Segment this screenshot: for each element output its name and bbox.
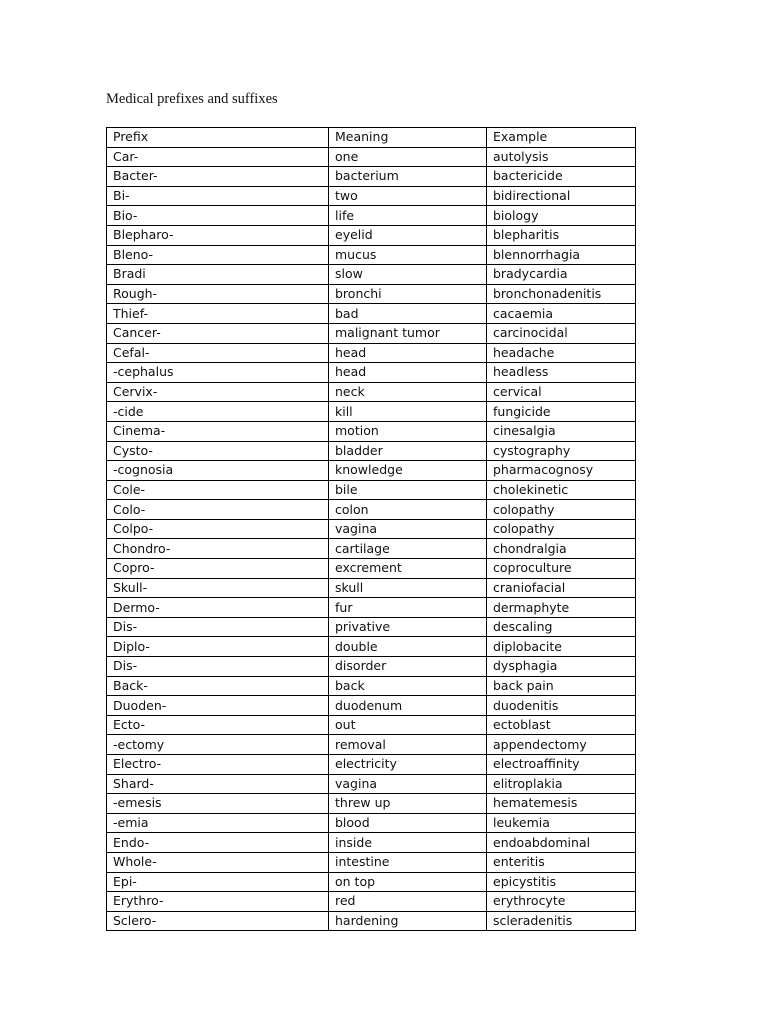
cell-example: cervical bbox=[487, 382, 636, 402]
cell-meaning: fur bbox=[329, 598, 487, 618]
cell-prefix: Erythro- bbox=[107, 892, 329, 912]
cell-example: erythrocyte bbox=[487, 892, 636, 912]
cell-meaning: bad bbox=[329, 304, 487, 324]
cell-meaning: intestine bbox=[329, 852, 487, 872]
table-row bbox=[107, 794, 636, 814]
cell-meaning: hardening bbox=[329, 911, 487, 931]
cell-meaning: excrement bbox=[329, 559, 487, 579]
table-row bbox=[107, 421, 636, 441]
table-row bbox=[107, 323, 636, 343]
cell-example: headless bbox=[487, 363, 636, 383]
cell-prefix: -emia bbox=[107, 813, 329, 833]
cell-prefix: Cysto- bbox=[107, 441, 329, 461]
table-row bbox=[107, 657, 636, 677]
cell-meaning: disorder bbox=[329, 657, 487, 677]
cell-example: dysphagia bbox=[487, 657, 636, 677]
cell-example: ectoblast bbox=[487, 715, 636, 735]
cell-prefix: Whole- bbox=[107, 852, 329, 872]
cell-meaning: bladder bbox=[329, 441, 487, 461]
table-row bbox=[107, 696, 636, 716]
cell-prefix: Skull- bbox=[107, 578, 329, 598]
cell-meaning: threw up bbox=[329, 794, 487, 814]
table-row bbox=[107, 343, 636, 363]
cell-meaning: head bbox=[329, 363, 487, 383]
table-row bbox=[107, 774, 636, 794]
table-row bbox=[107, 735, 636, 755]
cell-prefix: Duoden- bbox=[107, 696, 329, 716]
cell-prefix: Bacter- bbox=[107, 167, 329, 187]
table-row bbox=[107, 559, 636, 579]
cell-example: coproculture bbox=[487, 559, 636, 579]
table-row bbox=[107, 833, 636, 853]
cell-meaning: bacterium bbox=[329, 167, 487, 187]
cell-example: craniofacial bbox=[487, 578, 636, 598]
cell-meaning: double bbox=[329, 637, 487, 657]
table-row bbox=[107, 402, 636, 422]
cell-prefix: Shard- bbox=[107, 774, 329, 794]
table-row bbox=[107, 461, 636, 481]
table-row bbox=[107, 265, 636, 285]
cell-prefix: Dis- bbox=[107, 657, 329, 677]
table-row bbox=[107, 441, 636, 461]
cell-prefix: Colpo- bbox=[107, 519, 329, 539]
cell-prefix: Epi- bbox=[107, 872, 329, 892]
table-row bbox=[107, 500, 636, 520]
cell-example: cystography bbox=[487, 441, 636, 461]
cell-example: bactericide bbox=[487, 167, 636, 187]
cell-meaning: on top bbox=[329, 872, 487, 892]
table-row bbox=[107, 872, 636, 892]
cell-meaning: vagina bbox=[329, 519, 487, 539]
cell-example: carcinocidal bbox=[487, 323, 636, 343]
table-row bbox=[107, 755, 636, 775]
cell-example: autolysis bbox=[487, 147, 636, 167]
cell-prefix: Endo- bbox=[107, 833, 329, 853]
table-row bbox=[107, 382, 636, 402]
cell-prefix: Ecto- bbox=[107, 715, 329, 735]
cell-prefix: Chondro- bbox=[107, 539, 329, 559]
cell-meaning: removal bbox=[329, 735, 487, 755]
cell-prefix: Colo- bbox=[107, 500, 329, 520]
cell-prefix: Car- bbox=[107, 147, 329, 167]
cell-meaning: two bbox=[329, 186, 487, 206]
terms-table bbox=[106, 127, 636, 931]
cell-example: chondralgia bbox=[487, 539, 636, 559]
cell-meaning: kill bbox=[329, 402, 487, 422]
cell-prefix: Dis- bbox=[107, 617, 329, 637]
cell-example: dermaphyte bbox=[487, 598, 636, 618]
cell-example: blennorrhagia bbox=[487, 245, 636, 265]
cell-example: colopathy bbox=[487, 500, 636, 520]
table-row bbox=[107, 480, 636, 500]
cell-prefix: Sclero- bbox=[107, 911, 329, 931]
cell-meaning: inside bbox=[329, 833, 487, 853]
document-title: Medical prefixes and suffixes bbox=[106, 91, 278, 107]
cell-example: electroaffinity bbox=[487, 755, 636, 775]
table-row bbox=[107, 911, 636, 931]
cell-prefix: Electro- bbox=[107, 755, 329, 775]
cell-prefix: Bleno- bbox=[107, 245, 329, 265]
cell-prefix: Rough- bbox=[107, 284, 329, 304]
cell-prefix: Diplo- bbox=[107, 637, 329, 657]
cell-meaning: motion bbox=[329, 421, 487, 441]
cell-prefix: -ectomy bbox=[107, 735, 329, 755]
table-row bbox=[107, 892, 636, 912]
table-body bbox=[107, 147, 636, 931]
cell-example: cinesalgia bbox=[487, 421, 636, 441]
table-row bbox=[107, 363, 636, 383]
cell-prefix: Blepharo- bbox=[107, 225, 329, 245]
cell-example: scleradenitis bbox=[487, 911, 636, 931]
cell-example: cholekinetic bbox=[487, 480, 636, 500]
cell-prefix: -cephalus bbox=[107, 363, 329, 383]
table-row bbox=[107, 519, 636, 539]
cell-prefix: Dermo- bbox=[107, 598, 329, 618]
cell-meaning: malignant tumor bbox=[329, 323, 487, 343]
cell-example: hematemesis bbox=[487, 794, 636, 814]
table-row bbox=[107, 284, 636, 304]
cell-prefix: Back- bbox=[107, 676, 329, 696]
table-row bbox=[107, 676, 636, 696]
cell-meaning: knowledge bbox=[329, 461, 487, 481]
cell-prefix: -cognosia bbox=[107, 461, 329, 481]
cell-prefix: Cole- bbox=[107, 480, 329, 500]
cell-example: descaling bbox=[487, 617, 636, 637]
cell-meaning: blood bbox=[329, 813, 487, 833]
cell-meaning: bronchi bbox=[329, 284, 487, 304]
cell-meaning: slow bbox=[329, 265, 487, 285]
cell-example: leukemia bbox=[487, 813, 636, 833]
table-header-row bbox=[107, 128, 636, 148]
cell-prefix: Bi- bbox=[107, 186, 329, 206]
cell-example: endoabdominal bbox=[487, 833, 636, 853]
cell-example: blepharitis bbox=[487, 225, 636, 245]
table-row bbox=[107, 813, 636, 833]
cell-meaning: out bbox=[329, 715, 487, 735]
cell-example: biology bbox=[487, 206, 636, 226]
table-row bbox=[107, 852, 636, 872]
table-row bbox=[107, 715, 636, 735]
cell-prefix: -cide bbox=[107, 402, 329, 422]
table-row bbox=[107, 598, 636, 618]
cell-example: colopathy bbox=[487, 519, 636, 539]
cell-example: cacaemia bbox=[487, 304, 636, 324]
cell-prefix: Copro- bbox=[107, 559, 329, 579]
column-header-prefix: Prefix bbox=[107, 128, 329, 148]
table-row bbox=[107, 225, 636, 245]
cell-meaning: one bbox=[329, 147, 487, 167]
cell-example: fungicide bbox=[487, 402, 636, 422]
cell-example: back pain bbox=[487, 676, 636, 696]
cell-example: epicystitis bbox=[487, 872, 636, 892]
table-row bbox=[107, 617, 636, 637]
cell-prefix: Bradi bbox=[107, 265, 329, 285]
table-row bbox=[107, 637, 636, 657]
cell-prefix: -emesis bbox=[107, 794, 329, 814]
cell-example: appendectomy bbox=[487, 735, 636, 755]
cell-meaning: colon bbox=[329, 500, 487, 520]
table-row bbox=[107, 206, 636, 226]
cell-meaning: privative bbox=[329, 617, 487, 637]
cell-meaning: duodenum bbox=[329, 696, 487, 716]
cell-prefix: Thief- bbox=[107, 304, 329, 324]
cell-example: elitroplakia bbox=[487, 774, 636, 794]
cell-meaning: bile bbox=[329, 480, 487, 500]
table-row bbox=[107, 167, 636, 187]
cell-example: bronchonadenitis bbox=[487, 284, 636, 304]
table-row bbox=[107, 147, 636, 167]
table-row bbox=[107, 304, 636, 324]
cell-meaning: mucus bbox=[329, 245, 487, 265]
cell-meaning: eyelid bbox=[329, 225, 487, 245]
cell-prefix: Bio- bbox=[107, 206, 329, 226]
cell-example: diplobacite bbox=[487, 637, 636, 657]
cell-meaning: red bbox=[329, 892, 487, 912]
cell-meaning: head bbox=[329, 343, 487, 363]
column-header-example: Example bbox=[487, 128, 636, 148]
cell-meaning: electricity bbox=[329, 755, 487, 775]
cell-example: duodenitis bbox=[487, 696, 636, 716]
cell-meaning: cartilage bbox=[329, 539, 487, 559]
cell-meaning: neck bbox=[329, 382, 487, 402]
table-row bbox=[107, 186, 636, 206]
table-row bbox=[107, 245, 636, 265]
cell-example: enteritis bbox=[487, 852, 636, 872]
cell-meaning: life bbox=[329, 206, 487, 226]
column-header-meaning: Meaning bbox=[329, 128, 487, 148]
cell-example: bradycardia bbox=[487, 265, 636, 285]
cell-meaning: skull bbox=[329, 578, 487, 598]
cell-meaning: back bbox=[329, 676, 487, 696]
cell-example: headache bbox=[487, 343, 636, 363]
cell-prefix: Cinema- bbox=[107, 421, 329, 441]
table-row bbox=[107, 539, 636, 559]
cell-prefix: Cancer- bbox=[107, 323, 329, 343]
cell-example: pharmacognosy bbox=[487, 461, 636, 481]
cell-prefix: Cervix- bbox=[107, 382, 329, 402]
cell-example: bidirectional bbox=[487, 186, 636, 206]
table-row bbox=[107, 578, 636, 598]
cell-meaning: vagina bbox=[329, 774, 487, 794]
cell-prefix: Cefal- bbox=[107, 343, 329, 363]
